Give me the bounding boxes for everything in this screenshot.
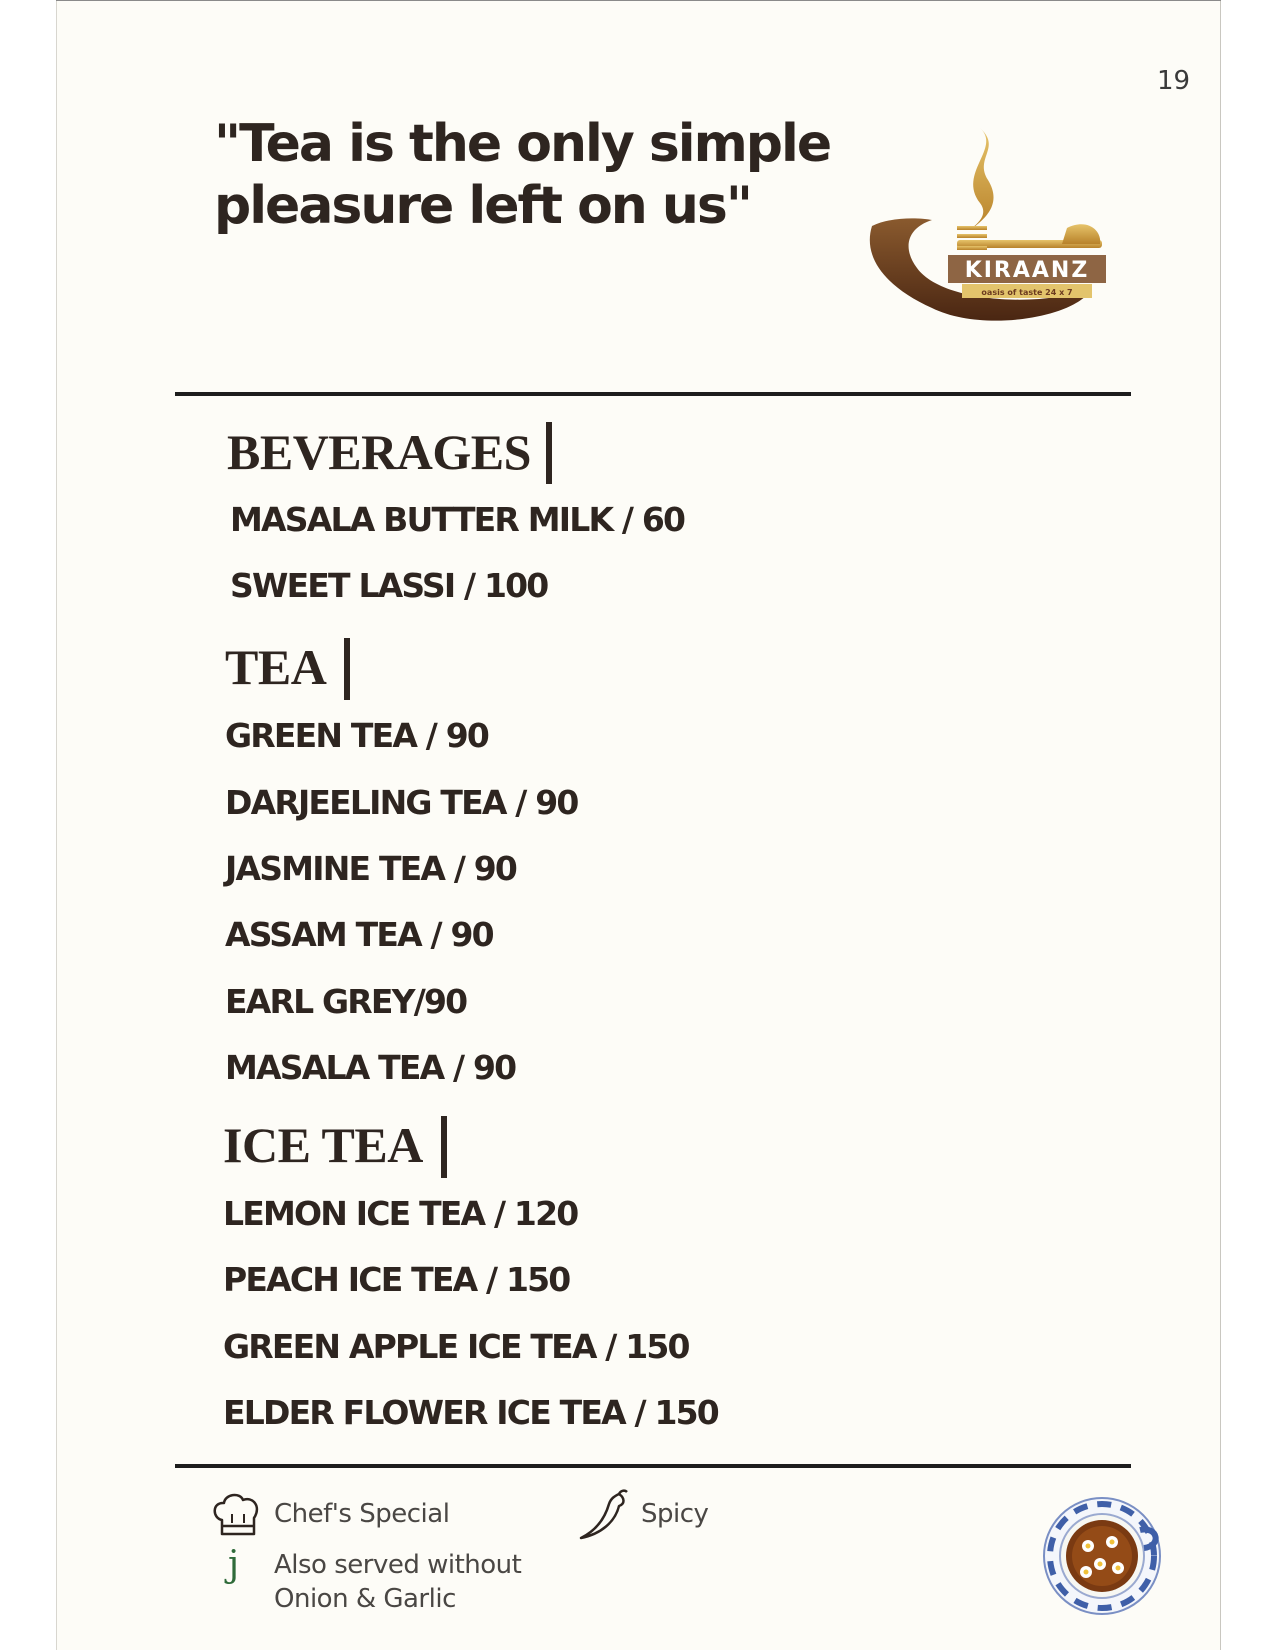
tea-quote: "Tea is the only simple pleasure left on us" (214, 114, 831, 236)
menu-item: MASALA TEA / 90 (225, 1048, 516, 1087)
logo-tagline: oasis of taste 24 x 7 (981, 288, 1073, 297)
heading-divider (441, 1116, 447, 1178)
menu-item: SWEET LASSI / 100 (230, 566, 548, 605)
legend-chefs-special: Chef's Special (274, 1499, 450, 1529)
bottom-divider (175, 1464, 1131, 1468)
jain-symbol-icon: j (228, 1544, 239, 1585)
top-divider (175, 392, 1131, 396)
menu-item: EARL GREY/90 (225, 982, 467, 1021)
menu-item: GREEN APPLE ICE TEA / 150 (223, 1327, 689, 1366)
menu-item: GREEN TEA / 90 (225, 716, 489, 755)
chamomile-teacup-icon (1040, 1490, 1170, 1620)
section-heading-beverages: BEVERAGES (227, 424, 531, 480)
fork-icon (957, 224, 1102, 250)
menu-item: DARJEELING TEA / 90 (225, 783, 578, 822)
menu-item: ASSAM TEA / 90 (225, 915, 493, 954)
menu-item: LEMON ICE TEA / 120 (223, 1194, 578, 1233)
heading-divider (546, 422, 552, 484)
kiraanz-logo (862, 118, 1112, 333)
top-border (56, 0, 1221, 1)
logo-name: KIRAANZ (964, 258, 1090, 283)
page-number: 19 (1157, 66, 1191, 96)
menu-item: MASALA BUTTER MILK / 60 (230, 500, 685, 539)
legend-spicy: Spicy (641, 1499, 709, 1529)
menu-item: JASMINE TEA / 90 (225, 849, 517, 888)
chili-icon (575, 1488, 631, 1542)
menu-item: ELDER FLOWER ICE TEA / 150 (223, 1393, 718, 1432)
legend-jain-line2: Onion & Garlic (274, 1584, 456, 1614)
heading-divider (344, 638, 350, 700)
section-heading-ice-tea: ICE TEA (223, 1117, 423, 1173)
legend-jain-line1: Also served without (274, 1550, 522, 1580)
chef-hat-icon (210, 1490, 262, 1540)
section-heading-tea: TEA (225, 639, 327, 695)
menu-item: PEACH ICE TEA / 150 (223, 1260, 570, 1299)
steam-icon (970, 128, 994, 230)
